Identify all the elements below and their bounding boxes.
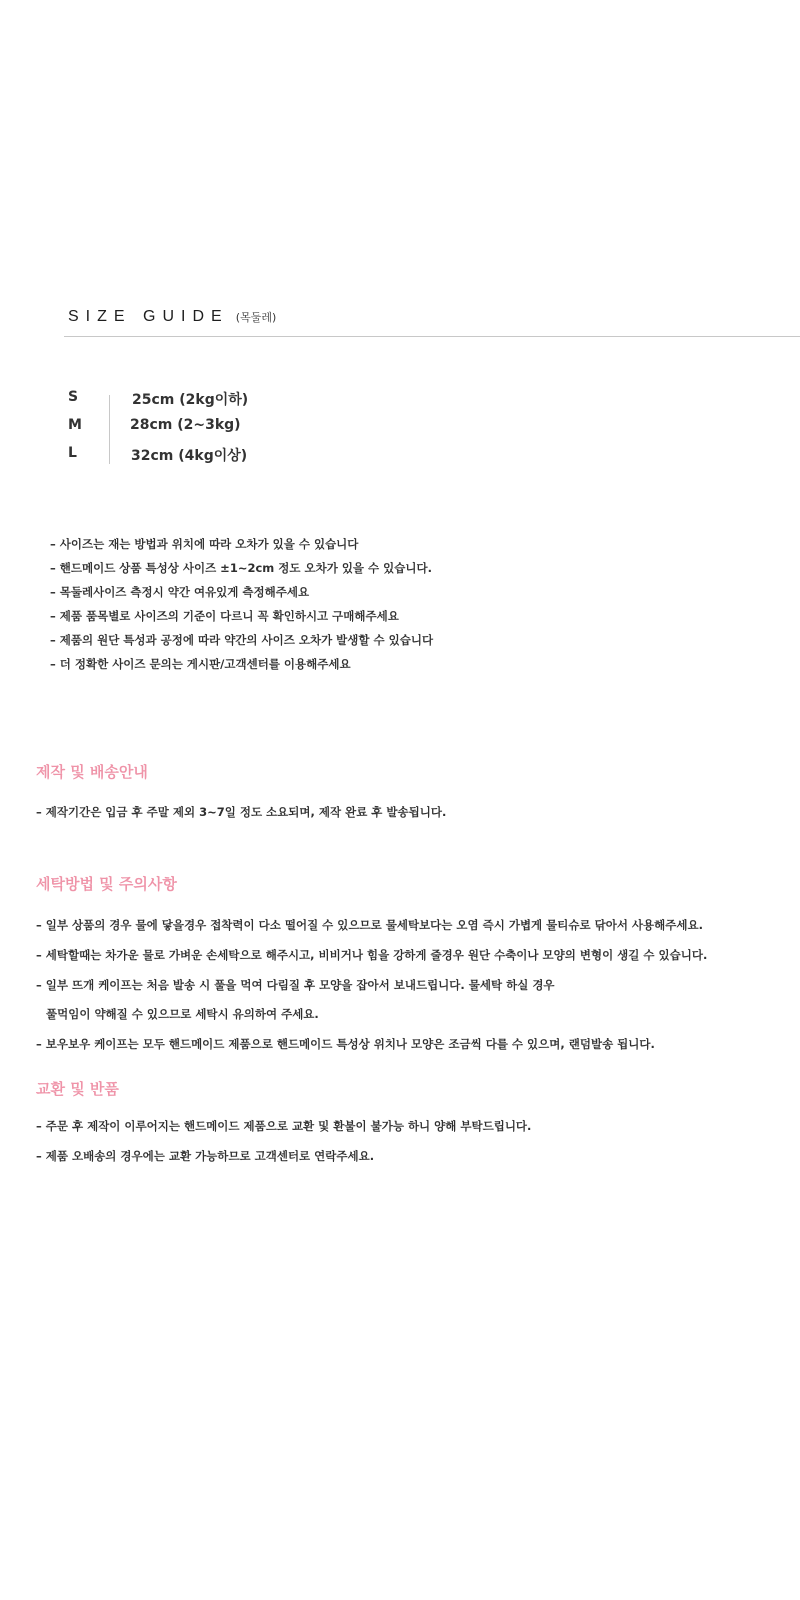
washing-section-title: 세탁방법 및 주의사항 (36, 875, 177, 893)
size-guide-subtitle: (목둘레) (235, 311, 277, 324)
size-note: – 목둘레사이즈 측정시 약간 여유있게 측정해주세요 (50, 585, 310, 599)
size-guide-divider (64, 336, 800, 337)
size-label: L (68, 445, 77, 461)
size-note: – 제품 품목별로 사이즈의 기준이 다르니 꼭 확인하시고 구매해주세요 (50, 609, 399, 623)
size-note: – 제품의 원단 특성과 공정에 따라 약간의 사이즈 오차가 발생할 수 있습니다 (50, 633, 434, 647)
production-section-title: 제작 및 배송안내 (36, 763, 148, 781)
production-line: – 제작기간은 입금 후 주말 제외 3~7일 정도 소요되며, 제작 완료 후 발송됩니다. (36, 805, 447, 819)
size-table-divider (109, 395, 110, 464)
size-note: – 핸드메이드 상품 특성상 사이즈 ±1~2cm 정도 오차가 있을 수 있습니다. (50, 561, 432, 575)
exchange-section-title: 교환 및 반품 (36, 1080, 119, 1098)
washing-line: – 보우보우 케이프는 모두 핸드메이드 제품으로 핸드메이드 특성상 위치나 모양은 조금씩 다를 수 있으며, 랜덤발송 됩니다. (36, 1037, 655, 1051)
size-note: – 사이즈는 재는 방법과 위치에 따라 오차가 있을 수 있습니다 (50, 537, 359, 551)
washing-line: 풀먹임이 약해질 수 있으므로 세탁시 유의하여 주세요. (46, 1007, 319, 1021)
size-notes (50, 536, 433, 680)
washing-line: – 일부 상품의 경우 물에 닿을경우 접착력이 다소 떨어질 수 있으므로 물세탁보다는 오염 즉시 가볍게 물티슈로 닦아서 사용해주세요. (36, 918, 703, 932)
size-guide-title: SIZE GUIDE (68, 308, 229, 325)
exchange-line: – 주문 후 제작이 이루어지는 핸드메이드 제품으로 교환 및 환불이 불가능 하니 양해 부탁드립니다. (36, 1119, 532, 1133)
size-value: 32cm (4kg이상) (131, 448, 248, 464)
size-value: 28cm (2~3kg) (130, 417, 241, 433)
size-label: S (68, 389, 79, 405)
size-guide-header (68, 306, 276, 326)
size-value: 25cm (2kg이하) (132, 392, 249, 408)
washing-line: – 세탁할때는 차가운 물로 가벼운 손세탁으로 해주시고, 비비거나 힘을 강하게 줄경우 원단 수축이나 모양의 변형이 생길 수 있습니다. (36, 948, 708, 962)
size-label: M (68, 417, 82, 433)
size-note: – 더 정확한 사이즈 문의는 게시판/고객센터를 이용해주세요 (50, 657, 351, 671)
exchange-line: – 제품 오배송의 경우에는 교환 가능하므로 고객센터로 연락주세요. (36, 1149, 375, 1163)
washing-line: – 일부 뜨개 케이프는 처음 발송 시 풀을 먹여 다림질 후 모양을 잡아서 보내드립니다. 물세탁 하실 경우 (36, 978, 555, 992)
